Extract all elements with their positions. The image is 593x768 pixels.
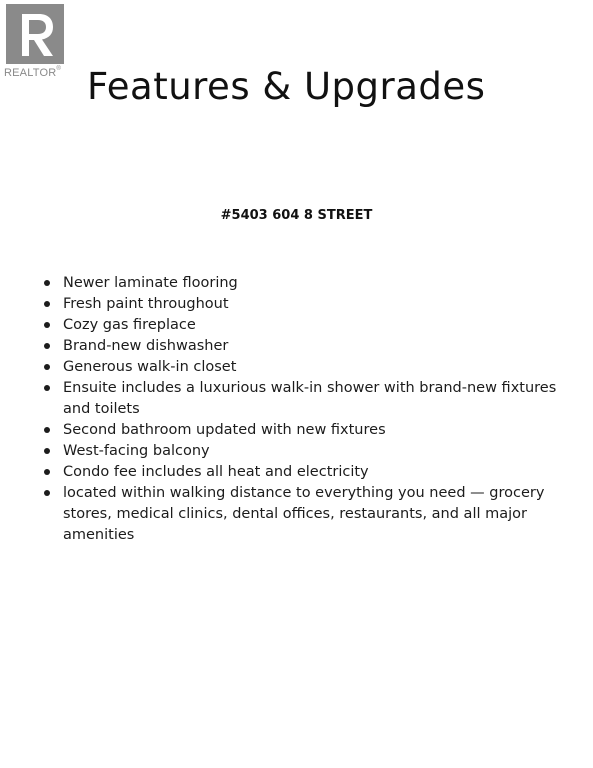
registered-mark: ® [56,66,61,72]
feature-item [44,483,569,546]
feature-text: Brand-new dishwasher [63,338,229,354]
feature-text: Second bathroom updated with new fixtures [63,422,386,438]
realtor-wordmark: REALTOR® [4,66,61,79]
feature-text: Generous walk-in closet [63,359,237,375]
feature-text: Cozy gas fireplace [63,317,196,333]
feature-item [44,420,569,441]
feature-text: Fresh paint throughout [63,296,229,312]
feature-item [44,378,569,420]
bullet-icon [44,343,50,349]
feature-item [44,294,569,315]
feature-item [44,273,569,294]
bullet-icon [44,448,50,454]
feature-item [44,357,569,378]
realtor-logo [4,4,68,80]
features-list [44,273,569,546]
bullet-icon [44,385,50,391]
bullet-icon [44,322,50,328]
feature-text: West-facing balcony [63,443,210,459]
feature-item [44,336,569,357]
feature-text: Condo fee includes all heat and electricity [63,464,369,480]
feature-item [44,315,569,336]
feature-text: located within walking distance to everything you need — grocery stores, medical clinics, dental offices, restaurants, and all major amenities [63,485,545,543]
page-title: Features & Upgrades [87,65,486,108]
feature-text: Newer laminate flooring [63,275,238,291]
property-address: #5403 604 8 STREET [220,208,373,223]
bullet-icon [44,490,50,496]
feature-item [44,462,569,483]
feature-text: Ensuite includes a luxurious walk-in shower with brand-new fixtures and toilets [63,380,557,417]
bullet-icon [44,301,50,307]
realtor-r-icon [6,4,64,64]
bullet-icon [44,469,50,475]
bullet-icon [44,280,50,286]
bullet-icon [44,364,50,370]
feature-item [44,441,569,462]
bullet-icon [44,427,50,433]
